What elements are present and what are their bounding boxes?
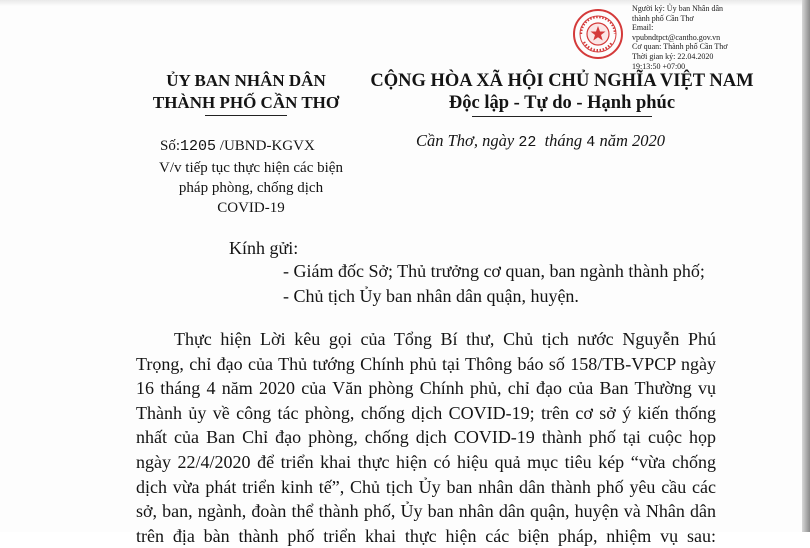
recipient-line: - Giám đốc Sở; Thủ trưởng cơ quan, ban ngành thành phố; xyxy=(283,261,705,281)
org-line-1: ỦY BAN NHÂN DÂN xyxy=(166,71,326,90)
body-line: dịch vừa phát triển kinh tế”, Chủ tịch Ủy ban nhân dân thành phố yêu cầu các xyxy=(136,476,716,497)
motto-underline xyxy=(472,116,652,117)
org-underline xyxy=(205,115,287,116)
subject-line-1: V/v tiếp tục thực hiện các biện xyxy=(159,160,343,176)
doc-number-value: 1205 xyxy=(180,138,217,155)
body-line: Thành ủy về công tác phòng, chống dịch COVID-19; trên cơ sở ý kiến thống xyxy=(136,402,716,423)
subject-line-2: pháp phòng, chống dịch xyxy=(178,180,324,196)
signature-line: Email: xyxy=(632,23,654,33)
doc-number-prefix: Số: xyxy=(160,138,181,154)
document-number xyxy=(160,136,315,157)
nation-title: CỘNG HÒA XÃ HỘI CHỦ NGHĨA VIỆT NAM xyxy=(370,71,754,91)
place-and-date xyxy=(416,130,665,154)
body-line: 16 tháng 4 năm 2020 của Văn phòng Chính phủ, chỉ đạo của Ban Thường vụ xyxy=(136,378,716,399)
body-line: sở, ban, ngành, đoàn thể thành phố, Ủy ban nhân dân quận, huyện và Nhân dân xyxy=(136,501,716,522)
body-line: nhất của Ban Chỉ đạo phòng, chống dịch COVID-19 thành phố tại cuộc họp xyxy=(136,427,716,448)
subject-line-3: COVID-19 xyxy=(217,200,285,216)
date-month: 4 xyxy=(586,134,596,151)
month-label: tháng xyxy=(544,131,583,150)
scan-edge xyxy=(802,0,810,532)
org-line-2: THÀNH PHỐ CẦN THƠ xyxy=(152,93,340,112)
doc-number-suffix: /UBND-KGVX xyxy=(216,138,315,154)
body-line: ngày 22/4/2020 để triển khai thực hiện có hiệu quả mục tiêu kép “vừa chống xyxy=(136,451,716,472)
body-line: Thực hiện Lời kêu gọi của Tổng Bí thư, Chủ tịch nước Nguyễn Phú xyxy=(174,329,716,349)
greeting: Kính gửi: xyxy=(229,238,299,258)
national-motto: Độc lập - Tự do - Hạnh phúc xyxy=(448,93,676,113)
issuing-organization xyxy=(136,70,356,114)
national-header xyxy=(352,70,772,114)
signature-line: Cơ quan: Thành phố Cần Thơ xyxy=(632,42,728,52)
recipient-line: - Chủ tịch Ủy ban nhân dân quận, huyện. xyxy=(283,286,579,306)
signature-line: Người ký: Ủy ban Nhân dân xyxy=(632,4,723,13)
state-emblem-seal-icon xyxy=(572,8,624,60)
signature-line: vpubndtpct@cantho.gov.vn xyxy=(632,32,721,42)
place-label: Cần Thơ, ngày xyxy=(416,131,515,150)
digital-signature-info xyxy=(632,4,782,71)
signature-line: thành phố Cần Thơ xyxy=(632,13,694,23)
body-line: Trọng, chỉ đạo của Thủ tướng Chính phủ tại Thông báo số 158/TB-VPCP ngày xyxy=(136,353,716,374)
date-day: 22 xyxy=(518,134,537,151)
signature-line: 19:13:50 +07:00 xyxy=(632,61,686,71)
document-subject xyxy=(136,158,366,218)
body-paragraph xyxy=(136,327,716,548)
year-label: năm 2020 xyxy=(599,131,665,150)
body-line: trên địa bàn thành phố triển khai thực hiện các biện pháp, nhiệm vụ sau: xyxy=(136,525,716,546)
signature-line: Thời gian ký: 22.04.2020 xyxy=(632,51,714,61)
